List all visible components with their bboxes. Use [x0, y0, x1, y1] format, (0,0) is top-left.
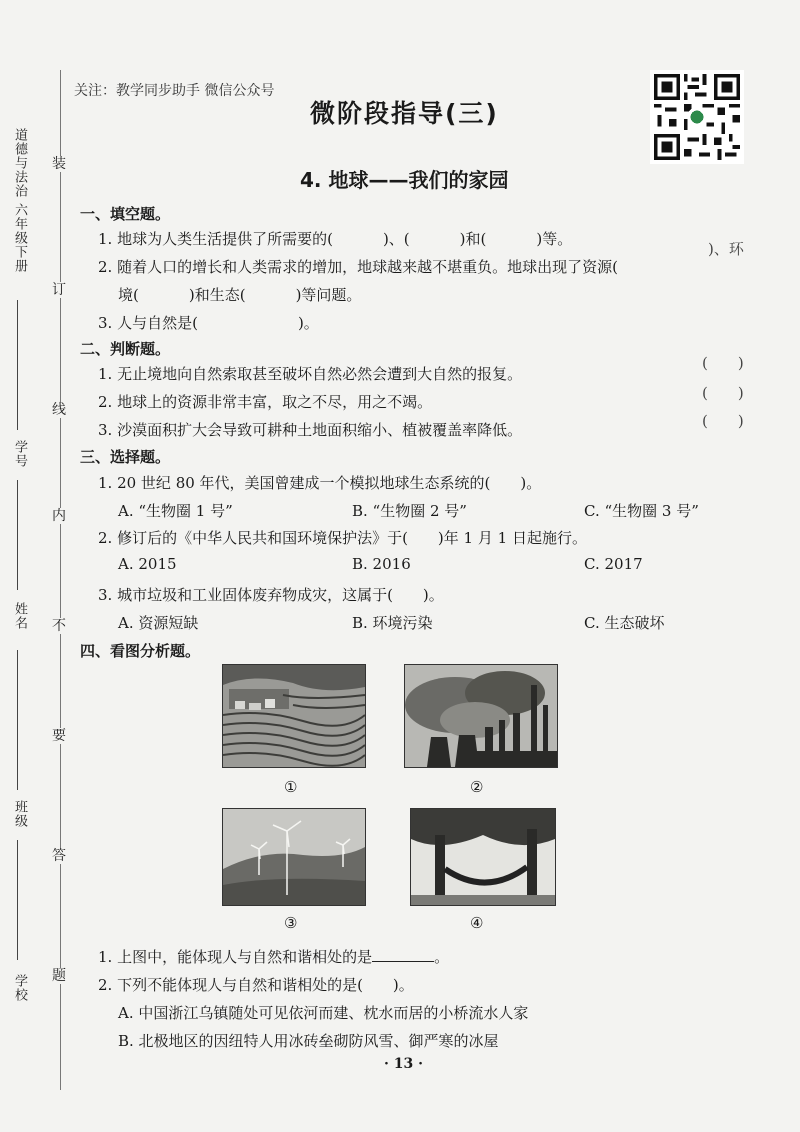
- fill-question-2-cont: [118, 284, 361, 305]
- q-text: )和生态(: [188, 286, 246, 304]
- binding-char: 不: [52, 618, 66, 634]
- photo-caption-3: ③: [284, 914, 298, 932]
- q-text: )、(: [382, 230, 410, 248]
- q-text: 。: [434, 948, 450, 966]
- choice-option[interactable]: B. 2016: [352, 555, 411, 573]
- choice-question-2: 2. 修订后的《中华人民共和国环境保护法》于( )年 1 月 1 日起施行。: [98, 529, 587, 547]
- choice-option[interactable]: B. “生物圈 2 号”: [352, 502, 467, 520]
- choice-option[interactable]: A. 资源短缺: [118, 614, 199, 632]
- section-judge-title: 二、判断题。: [80, 340, 171, 358]
- binding-char: 要: [52, 728, 66, 744]
- school-label: 学校: [12, 974, 27, 1002]
- judge-paren-1: ( ): [702, 354, 744, 372]
- binding-char: 订: [52, 282, 66, 298]
- judge-question-1: 1. 无止境地向自然索取甚至破坏自然必然会遭到大自然的报复。: [98, 365, 523, 383]
- choice-option[interactable]: A. 2015: [118, 555, 177, 573]
- page-number: · 13 ·: [384, 1056, 423, 1072]
- picture-question-2: 2. 下列不能体现人与自然和谐相处的是( )。: [98, 976, 414, 994]
- q-text: 1. 地球为人类生活提供了所需要的(: [98, 230, 333, 248]
- binding-char: 答: [52, 848, 66, 864]
- fill-question-2: [98, 256, 618, 277]
- q-text: 境(: [118, 286, 139, 304]
- fill-question-1: [98, 228, 572, 249]
- choice-option[interactable]: B. 环境污染: [352, 614, 433, 632]
- judge-question-3: 3. 沙漠面积扩大会导致可耕种土地面积缩小、植被覆盖率降低。: [98, 421, 523, 439]
- section-picture-title: 四、看图分析题。: [80, 642, 201, 660]
- class-label: 班级: [12, 800, 27, 828]
- judge-paren-3: ( ): [702, 412, 744, 430]
- picture-question-1: [98, 946, 449, 967]
- q-text: 1. 上图中，能体现人与自然和谐相处的是: [98, 948, 373, 966]
- choice-option[interactable]: A. “生物圈 1 号”: [118, 502, 233, 520]
- answer-blank[interactable]: [372, 949, 434, 962]
- choice-option[interactable]: C. 生态破坏: [584, 614, 665, 632]
- choice-option[interactable]: C. 2017: [584, 555, 643, 573]
- binding-dashed-line: [60, 70, 61, 1090]
- photo-caption-1: ①: [284, 778, 298, 796]
- class-blank[interactable]: [17, 650, 18, 790]
- photo-caption-4: ④: [470, 914, 484, 932]
- factory-smoke-photo: [404, 664, 558, 768]
- choice-question-1: 1. 20 世纪 80 年代，美国曾建成一个模拟地球生态系统的( )。: [98, 474, 542, 492]
- student-no-blank[interactable]: [17, 300, 18, 430]
- q-text: 3. 人与自然是(: [98, 314, 198, 332]
- section-fill-title: 一、填空题。: [80, 205, 171, 223]
- binding-char: 装: [52, 156, 66, 172]
- choice-option[interactable]: A. 中国浙江乌镇随处可见依河而建、枕水而居的小桥流水人家: [118, 1004, 529, 1022]
- school-blank[interactable]: [17, 840, 18, 960]
- q-text: )。: [297, 314, 319, 332]
- name-label: 姓名: [12, 602, 27, 630]
- terraced-fields-photo: [222, 664, 366, 768]
- binding-char: 线: [52, 402, 66, 418]
- q-text: )等。: [536, 230, 573, 248]
- fill-question-3: [98, 312, 319, 333]
- choice-option[interactable]: C. “生物圈 3 号”: [584, 502, 699, 520]
- follow-note: 关注：教学同步助手 微信公众号: [74, 83, 275, 99]
- bleed-through-text: )、环: [708, 240, 744, 258]
- q-text: )等问题。: [295, 286, 362, 304]
- page-title: 微阶段指导(三): [310, 99, 499, 128]
- qr-code-icon: [650, 70, 744, 164]
- student-no-label: 学号: [12, 440, 27, 468]
- wind-turbines-photo: [222, 808, 366, 906]
- binding-char: 内: [52, 508, 66, 524]
- q-text: 2. 随着人口的增长和人类需求的增加，地球越来越不堪重负。地球出现了资源(: [98, 258, 618, 276]
- q-text: )和(: [459, 230, 487, 248]
- section-choice-title: 三、选择题。: [80, 448, 171, 466]
- judge-paren-2: ( ): [702, 384, 744, 402]
- hammock-trees-photo: [410, 808, 556, 906]
- choice-option[interactable]: B. 北极地区的因纽特人用冰砖垒砌防风雪、御严寒的冰屋: [118, 1032, 499, 1050]
- choice-question-3: 3. 城市垃圾和工业固体废弃物成灾，这属于( )。: [98, 586, 444, 604]
- book-label: 道德与法治 六年级下册: [12, 128, 27, 274]
- lesson-title: 4. 地球——我们的家园: [300, 168, 509, 192]
- judge-question-2: 2. 地球上的资源非常丰富，取之不尽，用之不竭。: [98, 393, 433, 411]
- name-blank[interactable]: [17, 480, 18, 590]
- binding-char: 题: [52, 968, 66, 984]
- photo-caption-2: ②: [470, 778, 484, 796]
